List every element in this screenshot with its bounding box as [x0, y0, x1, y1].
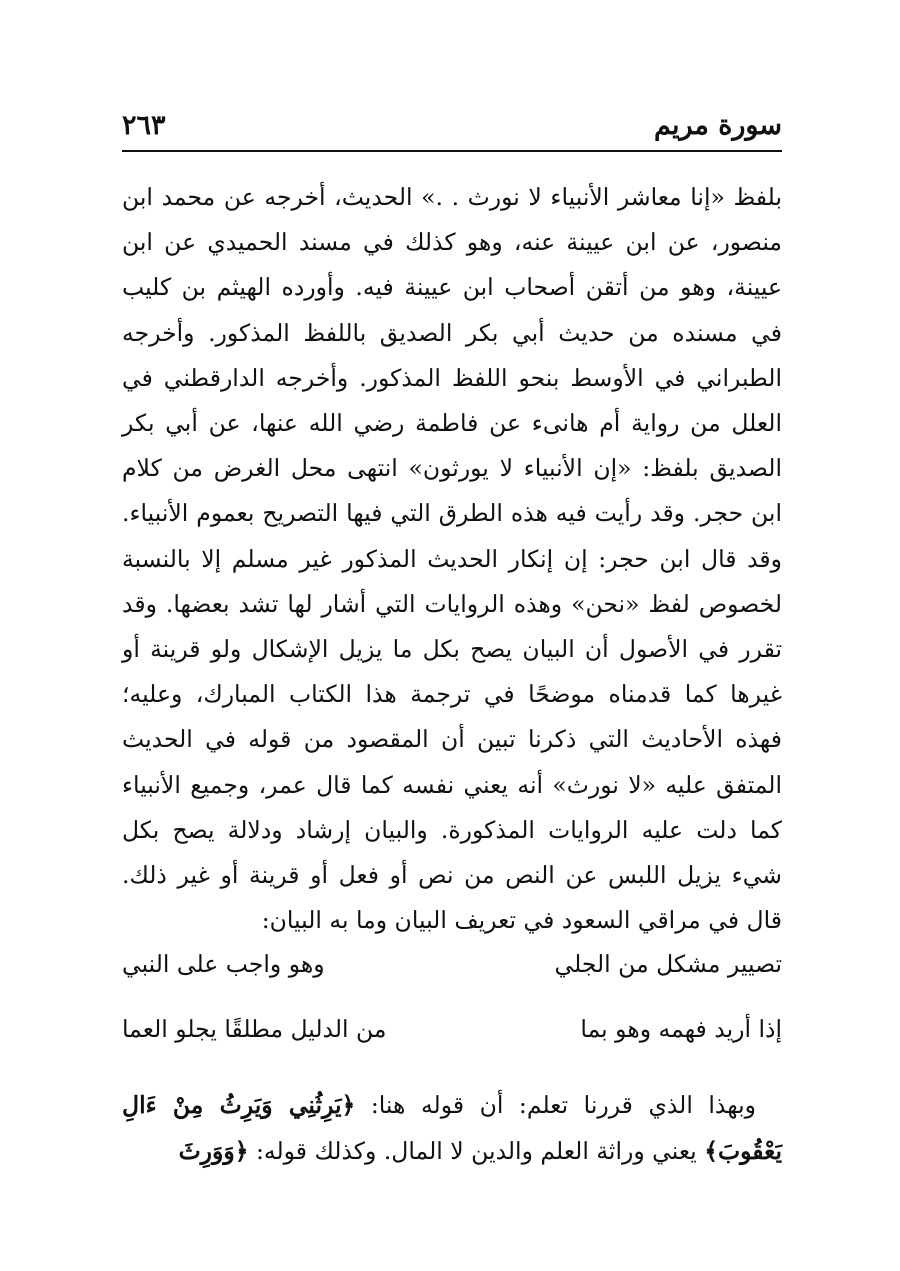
main-text [122, 175, 782, 943]
closing-paragraph [122, 1082, 782, 1174]
verse-first-half: تصيير مشكل من الجلي [554, 950, 782, 978]
chapter-title: سورة مريم [654, 110, 782, 141]
closing-middle: يعني وراثة العلم والدين لا المال. وكذلك قوله: [248, 1137, 705, 1165]
page-number: ٢٦٣ [122, 110, 166, 141]
closing-intro: وبهذا الذي قررنا تعلم: أن قوله هنا: [355, 1091, 756, 1119]
verse-second-half: من الدليل مطلقًا يجلو العما [122, 1015, 387, 1043]
verse-second-half: وهو واجب على النبي [122, 950, 325, 978]
body-paragraph: بلفظ «إنا معاشر الأنبياء لا نورث . .» الحديث، أخرجه عن محمد ابن منصور، عن ابن عيينة عنه، وهو كذلك في مسند الحميدي عن ابن عيينة، وهو من أتقن أصحاب ابن عيينة فيه. وأورده الهيثم بن كليب في مسنده من حديث أبي بكر الصديق باللفظ المذكور. وأخرجه الطبراني في الأوسط بنحو اللفظ المذكور. وأخرجه الدارقطني في العلل من رواية أم هانىء عن فاطمة رضي الله عنها، عن أبي بكر الصديق بلفظ: «إن الأنبياء لا يورثون» انتهى محل الغرض من كلام ابن حجر. وقد رأيت فيه هذه الطرق التي فيها التصريح بعموم الأنبياء. وقد قال ابن حجر: إن إنكار الحديث المذكور غير مسلم إلا بالنسبة لخصوص لفظ «نحن» وهذه الروايات التي أشار لها تشد بعضها. وقد تقرر في الأصول أن البيان يصح بكل ما يزيل الإشكال ولو قرينة أو غيرها كما قدمناه موضحًا في ترجمة هذا الكتاب المبارك، وعليه؛ فهذه الأحاديث التي ذكرنا تبين أن المقصود من قوله في الحديث المتفق عليه «لا نورث» أنه يعني نفسه كما قال عمر، وجميع الأنبياء كما دلت عليه الروايات المذكورة. والبيان إرشاد ودلالة يصح بكل شيء يزيل اللبس عن النص من نص أو فعل أو قرينة أو غير ذلك. قال في مراقي السعود في تعريف البيان وما به البيان: [122, 183, 782, 935]
quran-quote: ﴿يَرِثُنِي وَيَرِثُ مِنْ ءَالِ يَعْقُوبَ﴾ [122, 1091, 782, 1165]
closing-text [122, 1082, 782, 1174]
poem-verse [122, 950, 782, 994]
verse-first-half: إذا أريد فهمه وهو بما [580, 1015, 782, 1043]
quran-quote: ﴿وَوَرِثَ [178, 1137, 249, 1165]
poem-verse [122, 1015, 782, 1059]
page-header [122, 104, 782, 152]
